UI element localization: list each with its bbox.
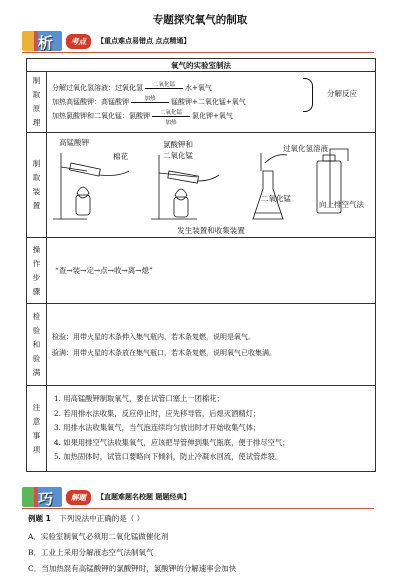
reaction-type-label: 分解反应 [327, 89, 357, 98]
list-item: 3. 用排水法收集氧气，当气泡连续均匀放出时才开始收集气体； [54, 423, 261, 433]
notes-list [52, 392, 370, 465]
list-item: 4. 如果用排空气法收集氧气，应该把导管伸到集气瓶底，便于排尽空气； [54, 437, 290, 447]
kmno4-label: 高锰酸钾 [59, 138, 89, 147]
table-row-test [27, 304, 376, 386]
steps-cell: “查→装→定→点→收→离→熄” [47, 238, 376, 304]
h2o2-apparatus [253, 153, 287, 219]
h2o2-label: 过氧化氢溶液 [283, 144, 328, 153]
divider [22, 508, 374, 509]
row-header: 检 验 和 验 满 [27, 304, 47, 386]
row-header: 制 取 原 理 [27, 72, 47, 133]
oxygen-prep-table [26, 58, 376, 472]
apparatus-figure [47, 133, 375, 237]
equation-kclo3: 加热氯酸钾和二氧化锰：氯酸钾 二氧化锰 加热 氯化钾+氧气 [52, 110, 233, 126]
section-subtitle: 【直题难题名校题 题题经典】 [97, 493, 191, 501]
page-title: 专题探究氧气的制取 [152, 14, 248, 26]
section-tag: 解题 [66, 490, 91, 505]
test-line: 检验：用带火星的木条伸入集气瓶内，若木条复燃，说明是氧气。 [52, 332, 255, 341]
equation-kmno4: 加热高锰酸钾：高锰酸钾 加热 锰酸钾+二氧化锰+氧气 [52, 96, 246, 106]
list-item: 1. 用高锰酸钾制取氧气，要在试管口塞上一团棉花； [54, 394, 224, 404]
table-row-principle [27, 72, 376, 133]
section-banner-solving [22, 486, 190, 508]
apparatus-cell [47, 133, 376, 238]
full-check-line: 验满：用带火星的木条放在集气瓶口，若木条复燃，说明氧气已收集满。 [52, 348, 276, 357]
kclo3-apparatus [151, 155, 219, 219]
mno2-label-a: 二氧化锰 [163, 151, 193, 160]
list-item: 2. 若用排水法收集，反应停止时，应先移导管，后熄灭酒精灯； [54, 408, 261, 418]
section-tag: 考点 [66, 34, 91, 49]
section-banner-analysis [22, 30, 190, 52]
books-logo-icon [22, 487, 62, 507]
kclo3-label: 氯酸钾和 [163, 140, 193, 149]
logo-char: 巧 [38, 490, 54, 508]
logo-char: 析 [38, 34, 54, 52]
section-logo [22, 30, 91, 52]
apparatus-caption: 发生装置和收集装置 [177, 226, 245, 235]
table-row-apparatus [27, 133, 376, 238]
cotton-label: 棉花 [113, 152, 128, 161]
mno2-label-b: 二氧化锰 [261, 194, 291, 203]
arrow-icon: 加热 [131, 97, 169, 107]
question-stem: 例题 1 下列说法中正确的是（ ） [28, 514, 145, 523]
list-item: 5. 加热固体时，试管口要略向下倾斜，防止冷凝水回流，使试管炸裂。 [54, 452, 283, 462]
table-caption: 氧气的实验室制法 [27, 59, 376, 72]
table-row-steps [27, 238, 376, 304]
row-header: 操 作 步 骤 [27, 238, 47, 304]
books-logo-icon [22, 31, 62, 51]
divider [22, 52, 374, 53]
table-row-notes [27, 386, 376, 472]
question-label: 例题 1 [28, 514, 51, 523]
section-subtitle: 【重点难点易错点 点点精通】 [97, 37, 191, 45]
arrow-icon: 二氧化锰 [145, 83, 183, 93]
notes-cell [47, 386, 376, 472]
test-cell [47, 304, 376, 386]
option-b: B．工业上采用分解液态空气法制氧气 [28, 548, 154, 557]
arrow-icon: 二氧化锰 加热 [152, 111, 190, 121]
principle-cell [47, 72, 376, 133]
row-header: 制 取 装 置 [27, 133, 47, 238]
section-logo [22, 486, 91, 508]
upward-label: 向上排空气法 [319, 200, 364, 209]
brace-icon [303, 78, 313, 112]
option-a: A．实验室制氧气必须用二氧化锰做催化剂 [28, 532, 169, 541]
option-c: C．当加热混有高锰酸钾的氯酸钾时，氯酸钾的分解速率会加快 [28, 564, 237, 573]
equation-h2o2: 分解过氧化氢溶液：过氧化氢 二氧化锰 水+氧气 [52, 82, 212, 92]
row-header: 注 意 事 项 [27, 386, 47, 472]
